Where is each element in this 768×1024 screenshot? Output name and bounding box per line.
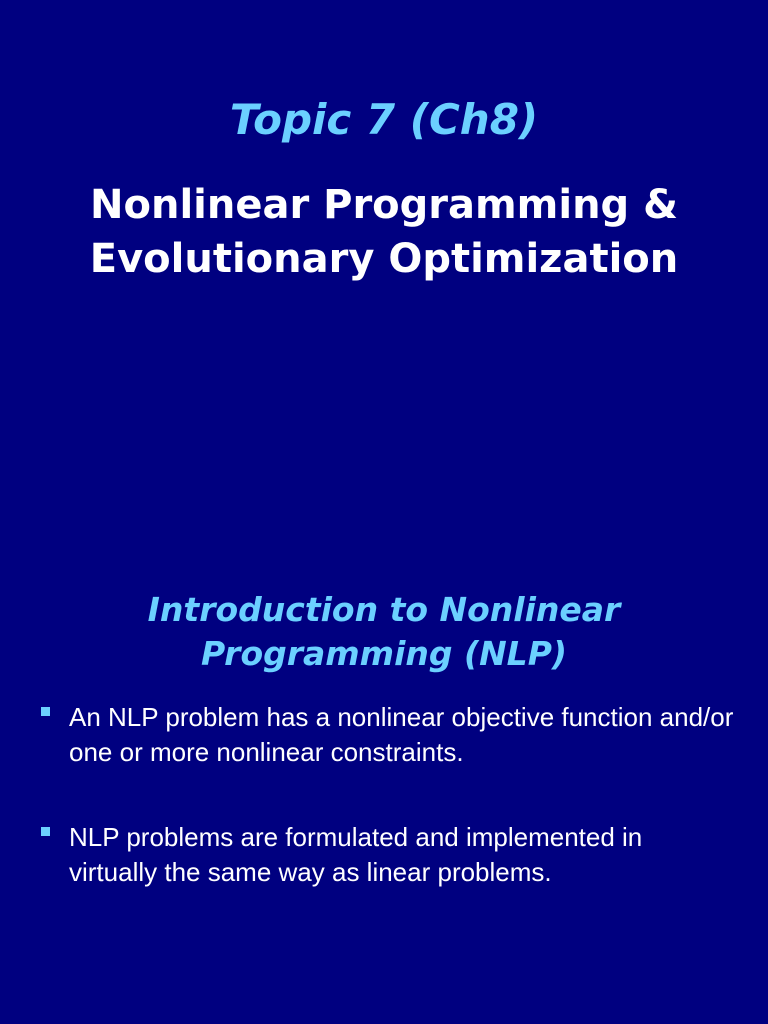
square-bullet-icon <box>41 827 50 836</box>
bullet-text: NLP problems are formulated and implemented in virtually the same way as linear problems. <box>69 822 643 887</box>
bullet-item <box>0 820 768 890</box>
section-heading: Introduction to Nonlinear Programming (NLP) <box>147 590 621 673</box>
square-bullet-icon <box>41 707 50 716</box>
slide-title: Topic 7 (Ch8) <box>229 95 539 144</box>
bullet-item <box>0 700 768 770</box>
slide-subtitle: Nonlinear Programming & Evolutionary Optimization <box>89 182 679 282</box>
bullet-list <box>0 700 768 890</box>
bullet-text: An NLP problem has a nonlinear objective function and/or one or more nonlinear constraints. <box>69 702 734 767</box>
